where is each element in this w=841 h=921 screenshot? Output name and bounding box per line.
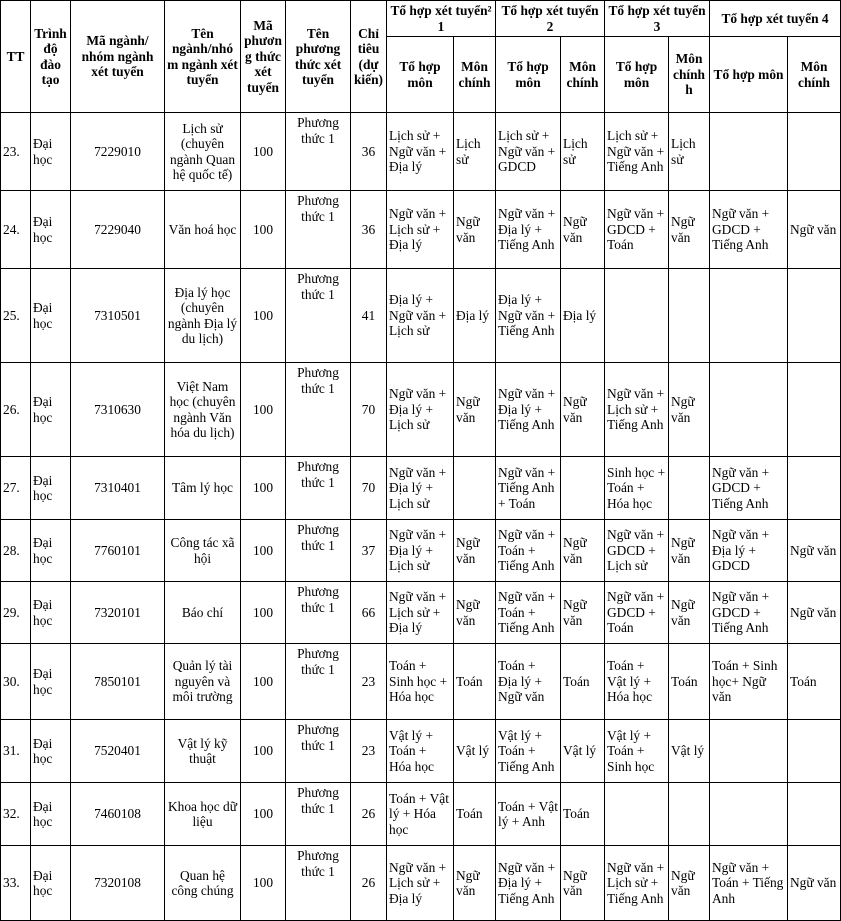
header-ma-phuong-thuc: Mã phương thức xét tuyển (241, 1, 286, 113)
combo-3-cell: Ngữ văn + Lịch sử + Tiếng Anh (605, 846, 669, 921)
combo-4-cell (710, 269, 788, 363)
major-name-cell: Địa lý học (chuyên ngành Địa lý du lịch) (165, 269, 241, 363)
quota-cell: 26 (351, 846, 387, 921)
method-name-cell: Phương thức 1 (286, 582, 351, 644)
major-code-cell: 7310501 (71, 269, 165, 363)
combo-1-cell: Toán + Sinh học + Hóa học (387, 644, 454, 720)
combo-1-cell: Ngữ văn + Lịch sử + Địa lý (387, 191, 454, 269)
method-code-cell: 100 (241, 720, 286, 783)
header-to-hop-1: Tổ hợp xét tuyển² 1 (387, 1, 496, 37)
subheader-mon-chinh: Môn chính (561, 37, 605, 113)
method-name-cell: Phương thức 1 (286, 191, 351, 269)
major-name-cell: Công tác xã hội (165, 520, 241, 582)
main-subject-1-cell: Vật lý (454, 720, 496, 783)
combo-3-cell (605, 269, 669, 363)
header-to-hop-4: Tổ hợp xét tuyển 4 (710, 1, 841, 37)
training-level-cell: Đại học (31, 457, 71, 520)
main-subject-2-cell: Ngữ văn (561, 582, 605, 644)
subheader-mon-chinh: Môn chính (788, 37, 841, 113)
table-row (1, 783, 841, 846)
main-subject-1-cell (454, 457, 496, 520)
combo-3-cell: Ngữ văn + GDCD + Toán (605, 191, 669, 269)
quota-cell: 36 (351, 191, 387, 269)
training-level-cell: Đại học (31, 846, 71, 921)
combo-1-cell: Địa lý + Ngữ văn + Lịch sử (387, 269, 454, 363)
combo-4-cell: Ngữ văn + Địa lý + GDCD (710, 520, 788, 582)
quota-cell: 36 (351, 113, 387, 191)
combo-4-cell: Ngữ văn + GDCD + Tiếng Anh (710, 582, 788, 644)
subheader-mon-chinh: Môn chính h (669, 37, 710, 113)
combo-2-cell: Ngữ văn + Toán + Tiếng Anh (496, 582, 561, 644)
training-level-cell: Đại học (31, 269, 71, 363)
row-number-cell: 28. (1, 520, 31, 582)
quota-cell: 70 (351, 363, 387, 457)
main-subject-4-cell (788, 113, 841, 191)
main-subject-3-cell: Lịch sử (669, 113, 710, 191)
main-subject-1-cell: Ngữ văn (454, 191, 496, 269)
major-code-cell: 7850101 (71, 644, 165, 720)
major-code-cell: 7520401 (71, 720, 165, 783)
combo-2-cell: Ngữ văn + Toán + Tiếng Anh (496, 520, 561, 582)
row-number-cell: 31. (1, 720, 31, 783)
combo-4-cell (710, 113, 788, 191)
main-subject-3-cell (669, 457, 710, 520)
main-subject-2-cell: Ngữ văn (561, 191, 605, 269)
main-subject-4-cell (788, 457, 841, 520)
combo-3-cell: Ngữ văn + GDCD + Lịch sử (605, 520, 669, 582)
header-ten-nganh: Tên ngành/nhóm ngành xét tuyển (165, 1, 241, 113)
row-number-cell: 24. (1, 191, 31, 269)
main-subject-2-cell: Ngữ văn (561, 520, 605, 582)
row-number-cell: 23. (1, 113, 31, 191)
method-name-cell: Phương thức 1 (286, 520, 351, 582)
method-code-cell: 100 (241, 457, 286, 520)
training-level-cell: Đại học (31, 644, 71, 720)
main-subject-4-cell: Ngữ văn (788, 582, 841, 644)
main-subject-4-cell: Toán (788, 644, 841, 720)
main-subject-3-cell (669, 783, 710, 846)
combo-2-cell: Vật lý + Toán + Tiếng Anh (496, 720, 561, 783)
training-level-cell: Đại học (31, 363, 71, 457)
main-subject-2-cell: Toán (561, 783, 605, 846)
main-subject-4-cell (788, 363, 841, 457)
main-subject-4-cell (788, 783, 841, 846)
combo-4-cell: Ngữ văn + Toán + Tiếng Anh (710, 846, 788, 921)
combo-2-cell: Địa lý + Ngữ văn + Tiếng Anh (496, 269, 561, 363)
main-subject-3-cell: Ngữ văn (669, 846, 710, 921)
subheader-to-hop-mon: Tổ hợp môn (605, 37, 669, 113)
main-subject-1-cell: Toán (454, 783, 496, 846)
table-row (1, 582, 841, 644)
combo-1-cell: Ngữ văn + Địa lý + Lịch sử (387, 457, 454, 520)
quota-cell: 41 (351, 269, 387, 363)
method-code-cell: 100 (241, 269, 286, 363)
quota-cell: 23 (351, 644, 387, 720)
major-name-cell: Quan hệ công chúng (165, 846, 241, 921)
subheader-mon-chinh: Môn chính (454, 37, 496, 113)
method-code-cell: 100 (241, 520, 286, 582)
main-subject-1-cell: Toán (454, 644, 496, 720)
method-code-cell: 100 (241, 191, 286, 269)
quota-cell: 26 (351, 783, 387, 846)
combo-2-cell: Toán + Vật lý + Anh (496, 783, 561, 846)
main-subject-3-cell: Ngữ văn (669, 520, 710, 582)
method-name-cell: Phương thức 1 (286, 269, 351, 363)
combo-3-cell: Sinh học + Toán + Hóa học (605, 457, 669, 520)
combo-4-cell (710, 720, 788, 783)
header-to-hop-2: Tổ hợp xét tuyển 2 (496, 1, 605, 37)
subheader-to-hop-mon: Tổ hợp môn (387, 37, 454, 113)
main-subject-2-cell: Địa lý (561, 269, 605, 363)
method-code-cell: 100 (241, 846, 286, 921)
combo-4-cell: Toán + Sinh học+ Ngữ văn (710, 644, 788, 720)
major-code-cell: 7760101 (71, 520, 165, 582)
quota-cell: 70 (351, 457, 387, 520)
training-level-cell: Đại học (31, 113, 71, 191)
method-name-cell: Phương thức 1 (286, 363, 351, 457)
main-subject-4-cell (788, 269, 841, 363)
main-subject-2-cell (561, 457, 605, 520)
main-subject-3-cell (669, 269, 710, 363)
method-name-cell: Phương thức 1 (286, 644, 351, 720)
main-subject-3-cell: Ngữ văn (669, 363, 710, 457)
table-row (1, 720, 841, 783)
combo-1-cell: Ngữ văn + Lịch sử + Địa lý (387, 582, 454, 644)
main-subject-2-cell: Lịch sử (561, 113, 605, 191)
method-name-cell: Phương thức 1 (286, 457, 351, 520)
major-code-cell: 7460108 (71, 783, 165, 846)
table-row (1, 191, 841, 269)
main-subject-1-cell: Ngữ văn (454, 363, 496, 457)
main-subject-1-cell: Địa lý (454, 269, 496, 363)
training-level-cell: Đại học (31, 720, 71, 783)
table-row (1, 457, 841, 520)
major-code-cell: 7310401 (71, 457, 165, 520)
table-row (1, 363, 841, 457)
combo-4-cell (710, 363, 788, 457)
major-name-cell: Lịch sử (chuyên ngành Quan hệ quốc tế) (165, 113, 241, 191)
method-code-cell: 100 (241, 113, 286, 191)
combo-2-cell: Toán + Địa lý + Ngữ văn (496, 644, 561, 720)
main-subject-2-cell: Ngữ văn (561, 846, 605, 921)
training-level-cell: Đại học (31, 582, 71, 644)
combo-3-cell: Ngữ văn + Lịch sử + Tiếng Anh (605, 363, 669, 457)
main-subject-2-cell: Ngữ văn (561, 363, 605, 457)
main-subject-4-cell (788, 720, 841, 783)
row-number-cell: 27. (1, 457, 31, 520)
main-subject-3-cell: Ngữ văn (669, 582, 710, 644)
method-code-cell: 100 (241, 783, 286, 846)
major-name-cell: Văn hoá học (165, 191, 241, 269)
combo-3-cell: Lịch sử + Ngữ văn + Tiếng Anh (605, 113, 669, 191)
method-name-cell: Phương thức 1 (286, 783, 351, 846)
combo-2-cell: Ngữ văn + Địa lý + Tiếng Anh (496, 846, 561, 921)
combo-1-cell: Vật lý + Toán + Hóa học (387, 720, 454, 783)
major-name-cell: Quản lý tài nguyên và môi trường (165, 644, 241, 720)
main-subject-3-cell: Ngữ văn (669, 191, 710, 269)
major-code-cell: 7320108 (71, 846, 165, 921)
combo-4-cell: Ngữ văn + GDCD + Tiếng Anh (710, 457, 788, 520)
combo-3-cell: Ngữ văn + GDCD + Toán (605, 582, 669, 644)
row-number-cell: 33. (1, 846, 31, 921)
main-subject-3-cell: Vật lý (669, 720, 710, 783)
table-row (1, 520, 841, 582)
method-code-cell: 100 (241, 644, 286, 720)
main-subject-1-cell: Ngữ văn (454, 582, 496, 644)
row-number-cell: 26. (1, 363, 31, 457)
header-ma-nganh: Mã ngành/ nhóm ngành xét tuyển (71, 1, 165, 113)
main-subject-4-cell: Ngữ văn (788, 191, 841, 269)
header-chi-tieu: Chỉ tiêu (dự kiến) (351, 1, 387, 113)
subheader-to-hop-mon: Tổ hợp môn (710, 37, 788, 113)
main-subject-1-cell: Lịch sử (454, 113, 496, 191)
header-tt: TT (1, 1, 31, 113)
combo-2-cell: Ngữ văn + Địa lý + Tiếng Anh (496, 191, 561, 269)
quota-cell: 37 (351, 520, 387, 582)
combo-2-cell: Ngữ văn + Địa lý + Tiếng Anh (496, 363, 561, 457)
row-number-cell: 30. (1, 644, 31, 720)
combo-1-cell: Ngữ văn + Địa lý + Lịch sử (387, 363, 454, 457)
major-code-cell: 7229010 (71, 113, 165, 191)
training-level-cell: Đại học (31, 783, 71, 846)
main-subject-1-cell: Ngữ văn (454, 520, 496, 582)
training-level-cell: Đại học (31, 520, 71, 582)
combo-1-cell: Lịch sử + Ngữ văn + Địa lý (387, 113, 454, 191)
quota-cell: 66 (351, 582, 387, 644)
row-number-cell: 29. (1, 582, 31, 644)
method-name-cell: Phương thức 1 (286, 113, 351, 191)
main-subject-3-cell: Toán (669, 644, 710, 720)
header-ten-phuong-thuc: Tên phương thức xét tuyển (286, 1, 351, 113)
row-number-cell: 25. (1, 269, 31, 363)
combo-4-cell (710, 783, 788, 846)
table-row (1, 846, 841, 921)
major-code-cell: 7310630 (71, 363, 165, 457)
major-code-cell: 7320101 (71, 582, 165, 644)
header-trinh-do: Trình độ đào tạo (31, 1, 71, 113)
combo-3-cell: Vật lý + Toán + Sinh học (605, 720, 669, 783)
major-code-cell: 7229040 (71, 191, 165, 269)
table-row (1, 113, 841, 191)
row-number-cell: 32. (1, 783, 31, 846)
method-name-cell: Phương thức 1 (286, 846, 351, 921)
main-subject-4-cell: Ngữ văn (788, 520, 841, 582)
method-name-cell: Phương thức 1 (286, 720, 351, 783)
combo-1-cell: Toán + Vật lý + Hóa học (387, 783, 454, 846)
main-subject-4-cell: Ngữ văn (788, 846, 841, 921)
combo-3-cell: Toán + Vật lý + Hóa học (605, 644, 669, 720)
combo-1-cell: Ngữ văn + Lịch sử + Địa lý (387, 846, 454, 921)
combo-2-cell: Ngữ văn + Tiếng Anh + Toán (496, 457, 561, 520)
main-subject-1-cell: Ngữ văn (454, 846, 496, 921)
combo-3-cell (605, 783, 669, 846)
combo-1-cell: Ngữ văn + Địa lý + Lịch sử (387, 520, 454, 582)
major-name-cell: Việt Nam học (chuyên ngành Văn hóa du lịch) (165, 363, 241, 457)
method-code-cell: 100 (241, 582, 286, 644)
table-row (1, 644, 841, 720)
header-to-hop-3: Tổ hợp xét tuyển 3 (605, 1, 710, 37)
major-name-cell: Vật lý kỹ thuật (165, 720, 241, 783)
method-code-cell: 100 (241, 363, 286, 457)
combo-4-cell: Ngữ văn + GDCD + Tiếng Anh (710, 191, 788, 269)
combo-2-cell: Lịch sử + Ngữ văn + GDCD (496, 113, 561, 191)
major-name-cell: Khoa học dữ liệu (165, 783, 241, 846)
major-name-cell: Tâm lý học (165, 457, 241, 520)
main-subject-2-cell: Toán (561, 644, 605, 720)
training-level-cell: Đại học (31, 191, 71, 269)
table-row (1, 269, 841, 363)
main-subject-2-cell: Vật lý (561, 720, 605, 783)
major-name-cell: Báo chí (165, 582, 241, 644)
subheader-to-hop-mon: Tổ hợp môn (496, 37, 561, 113)
quota-cell: 23 (351, 720, 387, 783)
